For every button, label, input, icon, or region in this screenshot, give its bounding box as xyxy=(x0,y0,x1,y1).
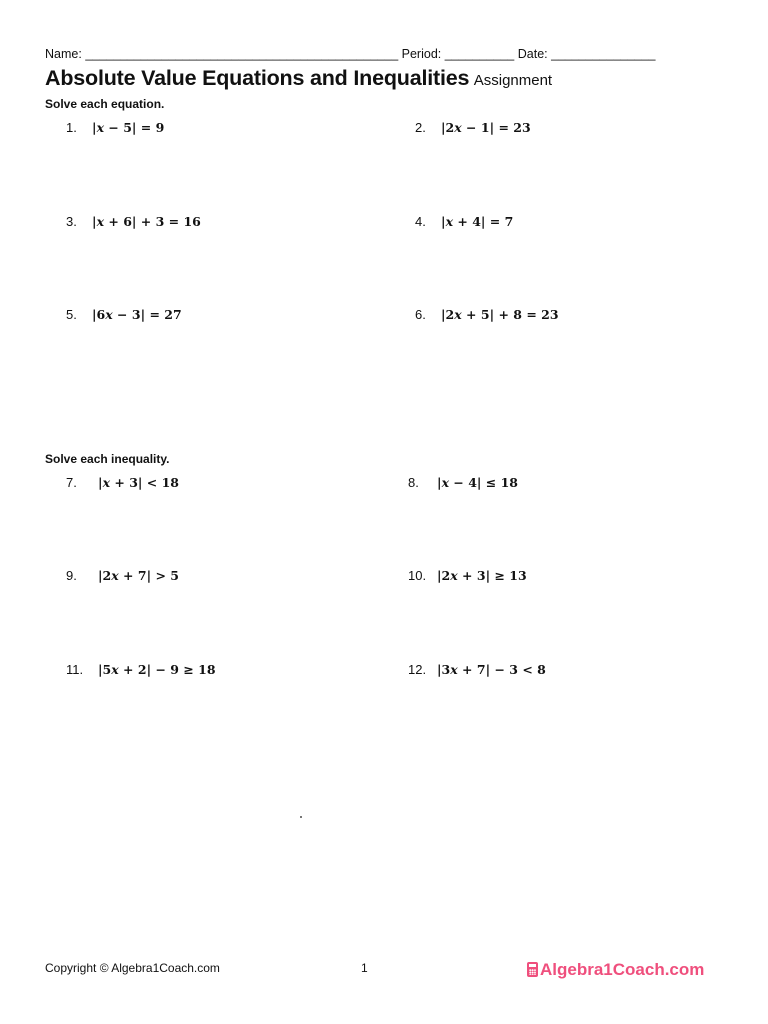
problem-10 xyxy=(408,568,527,583)
student-info-header xyxy=(45,47,655,61)
brand-name: Algebra1Coach.com xyxy=(540,960,705,979)
title-sub: Assignment xyxy=(473,72,553,89)
name-blank: _____________________________________________ xyxy=(85,47,399,61)
calculator-icon xyxy=(527,962,538,977)
problem-expression: |x + 6| + 3 = 16 xyxy=(92,214,201,229)
problem-number: 10. xyxy=(408,568,427,583)
brand-logo xyxy=(527,960,704,980)
problem-3 xyxy=(66,214,201,229)
problem-expression: |3x + 7| − 3 < 8 xyxy=(437,662,546,677)
problem-expression: |x − 5| = 9 xyxy=(92,120,165,135)
stray-dot xyxy=(300,816,302,818)
problem-number: 2. xyxy=(415,120,426,135)
problem-number: 11. xyxy=(66,662,84,677)
section-equations-heading: Solve each equation. xyxy=(45,97,165,111)
section-inequalities-heading: Solve each inequality. xyxy=(45,452,170,466)
title-main: Absolute Value Equations and Inequalities xyxy=(45,66,470,90)
problem-expression: |x − 4| ≤ 18 xyxy=(437,475,519,490)
problem-9 xyxy=(66,568,179,583)
problem-number: 4. xyxy=(415,214,426,229)
name-label: Name: xyxy=(45,47,82,61)
copyright-notice: Copyright © Algebra1Coach.com xyxy=(45,961,220,975)
problem-expression: |x + 4| = 7 xyxy=(441,214,514,229)
page-title xyxy=(45,66,552,91)
date-blank: _______________ xyxy=(551,47,656,61)
problem-8 xyxy=(408,475,518,490)
problem-expression: |2x − 1| = 23 xyxy=(441,120,531,135)
problem-number: 8. xyxy=(408,475,419,490)
problem-expression: |2x + 7| > 5 xyxy=(98,568,179,583)
problem-number: 7. xyxy=(66,475,77,490)
problem-number: 9. xyxy=(66,568,77,583)
problem-2 xyxy=(415,120,531,135)
problem-expression: |2x + 3| ≥ 13 xyxy=(437,568,527,583)
page-number: 1 xyxy=(361,961,368,975)
problem-7 xyxy=(66,475,179,490)
problem-12 xyxy=(408,662,546,677)
problem-number: 12. xyxy=(408,662,427,677)
problem-5 xyxy=(66,307,182,322)
problem-6 xyxy=(415,307,559,322)
problem-number: 1. xyxy=(66,120,77,135)
problem-expression: |6x − 3| = 27 xyxy=(92,307,182,322)
problem-4 xyxy=(415,214,513,229)
problem-expression: |x + 3| < 18 xyxy=(98,475,180,490)
date-label: Date: xyxy=(517,47,548,61)
problem-expression: |5x + 2| − 9 ≥ 18 xyxy=(98,662,216,677)
problem-number: 6. xyxy=(415,307,426,322)
period-blank: __________ xyxy=(444,47,515,61)
problem-number: 3. xyxy=(66,214,77,229)
problem-expression: |2x + 5| + 8 = 23 xyxy=(441,307,559,322)
problem-11 xyxy=(66,662,216,677)
period-label: Period: xyxy=(401,47,442,61)
problem-number: 5. xyxy=(66,307,77,322)
problem-1 xyxy=(66,120,164,135)
